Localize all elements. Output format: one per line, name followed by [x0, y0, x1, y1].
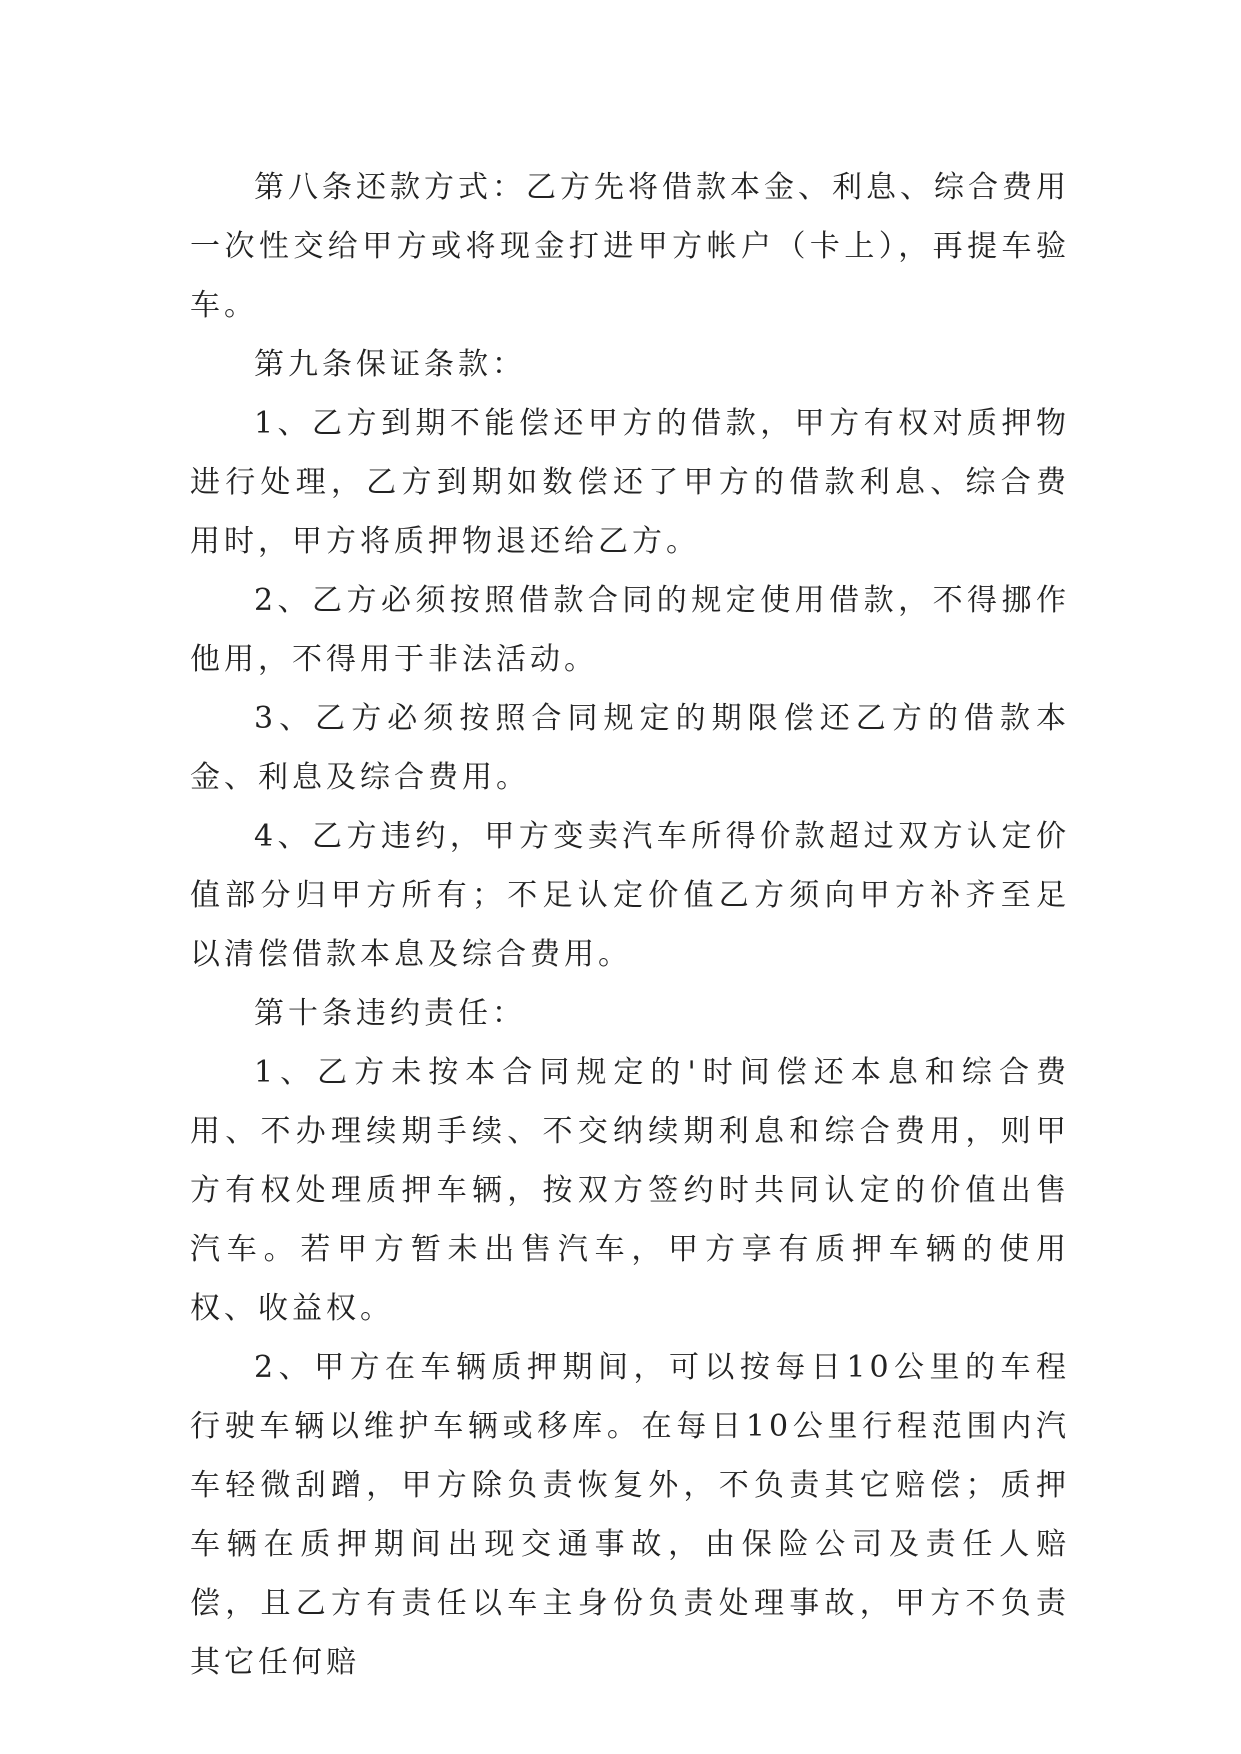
- article-10-heading: 第十条违约责任：: [254, 996, 526, 1031]
- article-9-clause-2: 2、乙方必须按照借款合同的规定使用借款，不得挪作他用，不得用于非法活动。: [190, 583, 1070, 677]
- document-body: [190, 158, 1070, 1692]
- article-9-clause-3: 3、乙方必须按照合同规定的期限偿还乙方的借款本金、利息及综合费用。: [190, 701, 1070, 795]
- article-9-clause-1: 1、乙方到期不能偿还甲方的借款，甲方有权对质押物进行处理，乙方到期如数偿还了甲方的借款利息、综合费用时，甲方将质押物退还给乙方。: [190, 406, 1070, 559]
- article-9-clause-4: 4、乙方违约，甲方变卖汽车所得价款超过双方认定价值部分归甲方所有；不足认定价值乙方须向甲方补齐至足以清偿借款本息及综合费用。: [190, 819, 1070, 972]
- article-10-clause-1: 1、乙方未按本合同规定的'时间偿还本息和综合费用、不办理续期手续、不交纳续期利息和综合费用，则甲方有权处理质押车辆，按双方签约时共同认定的价值出售汽车。若甲方暂未出售汽车，甲方享有质押车辆的使用权、收益权。: [190, 1055, 1070, 1326]
- article-8-repayment-method: 第八条还款方式：乙方先将借款本金、利息、综合费用一次性交给甲方或将现金打进甲方帐户（卡上），再提车验车。: [190, 170, 1070, 323]
- article-10-clause-2: 2、甲方在车辆质押期间，可以按每日10公里的车程行驶车辆以维护车辆或移库。在每日10公里行程范围内汽车轻微刮蹭，甲方除负责恢复外，不负责其它赔偿；质押车辆在质押期间出现交通事故，由保险公司及责任人赔偿，且乙方有责任以车主身份负责处理事故，甲方不负责其它任何赔: [190, 1350, 1070, 1680]
- article-9-heading: 第九条保证条款：: [254, 347, 526, 382]
